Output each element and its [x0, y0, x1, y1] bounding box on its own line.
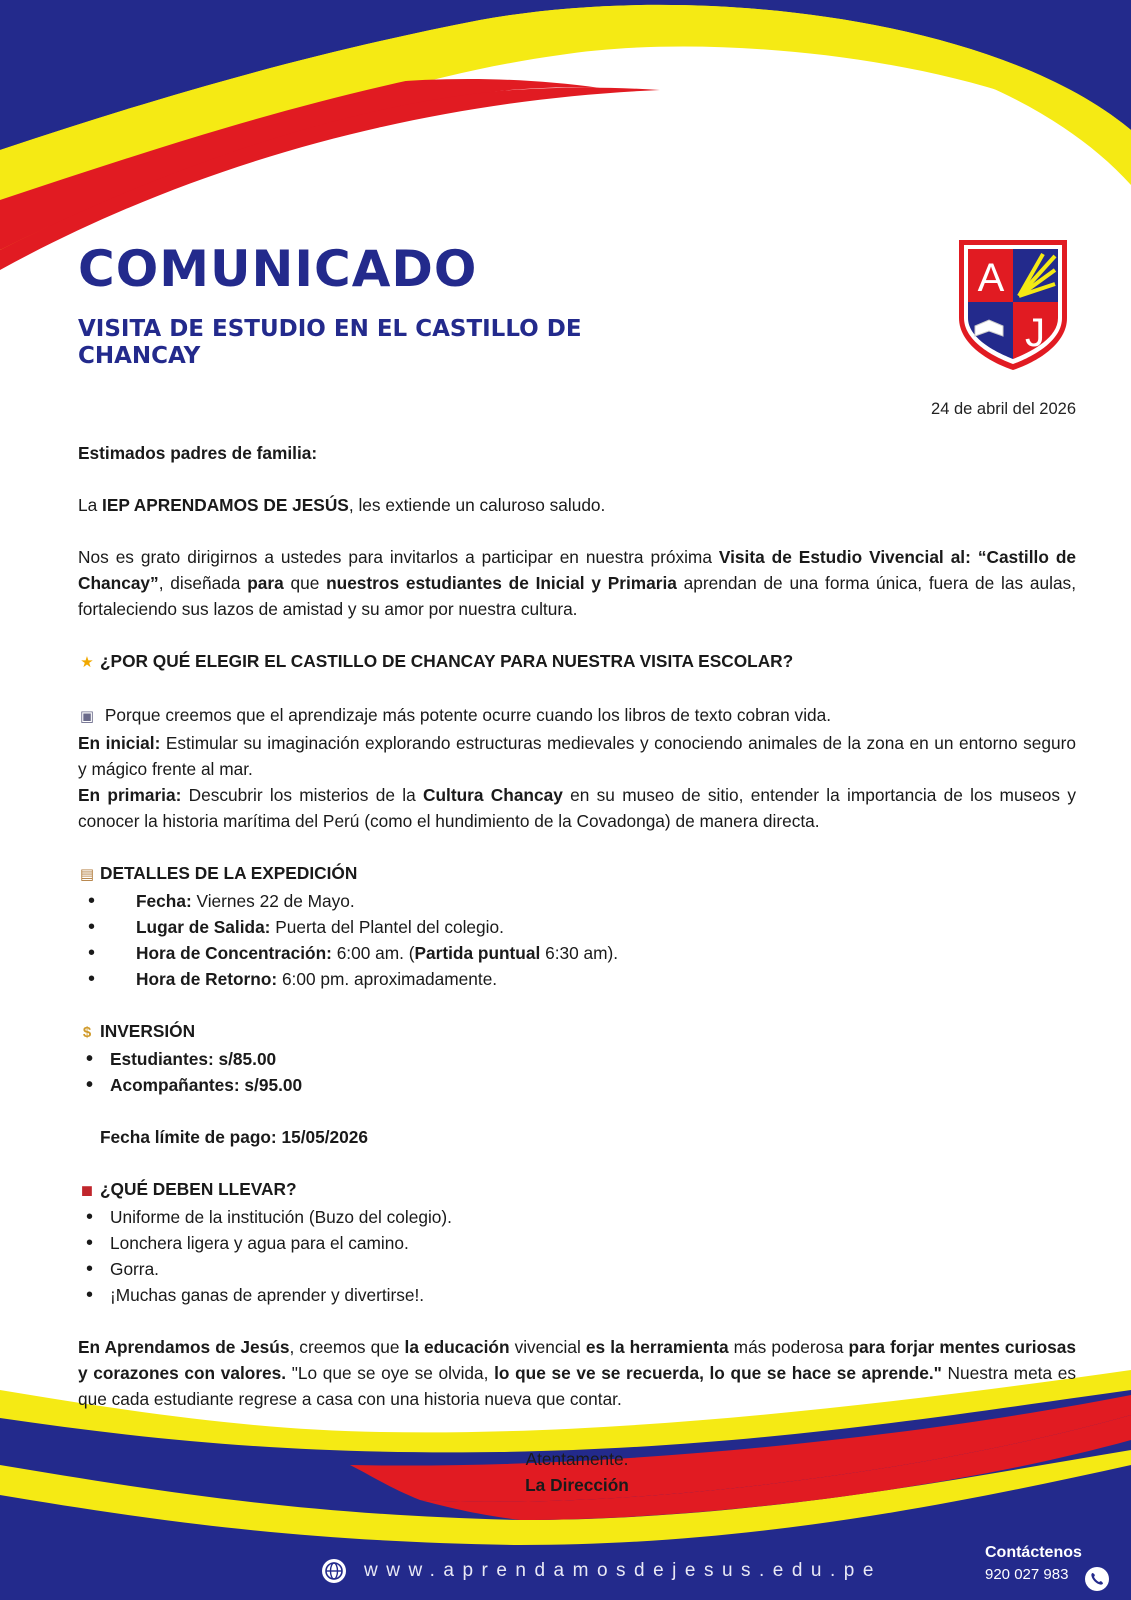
why-intro [78, 702, 1076, 730]
money-bag-icon: $ [82, 1024, 92, 1041]
invite-text: que [283, 573, 327, 593]
detail-highlight: Partida puntual [414, 943, 541, 963]
bring-heading-text: ¿QUÉ DEBEN LLEVAR? [100, 1179, 297, 1199]
detail-value: 6:30 am). [540, 943, 619, 963]
intro-paragraph [78, 492, 1076, 518]
details-heading [78, 860, 1076, 888]
closing-highlight: lo que se ve se recuerda, lo que se hace se aprende." [494, 1363, 942, 1383]
letter-body [78, 440, 1076, 1498]
list-item: • ¡Muchas ganas de aprender y divertirse!. [78, 1282, 1076, 1308]
primaria-text: Descubrir los misterios de la [181, 785, 423, 805]
detail-value: 6:00 am. ( [331, 943, 415, 963]
bring-heading [78, 1176, 1076, 1204]
invite-highlight: Visita de Estudio Vivencial al: “Castillo de Chancay” [78, 547, 1077, 593]
invite-highlight: nuestros estudiantes de Inicial y Primaria [326, 573, 677, 593]
list-item: • Lonchera ligera y agua para el camino. [78, 1230, 1076, 1256]
list-item [78, 888, 1076, 914]
bring-list [78, 1204, 1076, 1308]
closing-text: , creemos que [289, 1337, 405, 1357]
invite-text: , diseñada [158, 573, 248, 593]
why-heading [78, 648, 1076, 676]
closing-paragraph [78, 1334, 1076, 1412]
top-wave-decoration [0, 0, 1131, 270]
website-text: www.aprendamosdejesus.edu.pe [364, 1560, 882, 1581]
details-list [78, 888, 1076, 992]
closing-highlight: es la herramienta [585, 1337, 729, 1357]
list-item: • Uniforme de la institución (Buzo del colegio). [78, 1204, 1076, 1230]
why-inicial [78, 730, 1076, 782]
closing-text: más poderosa [728, 1337, 849, 1357]
detail-label: Fecha: [136, 891, 192, 911]
globe-icon [322, 1559, 346, 1583]
why-heading-text: ¿POR QUÉ ELEGIR EL CASTILLO DE CHANCAY PARA NUESTRA VISITA ESCOLAR? [100, 651, 794, 671]
contact-phone[interactable]: 920 027 983 [985, 1566, 1069, 1583]
contact-label: Contáctenos [985, 1544, 1082, 1561]
signature-line: Atentamente. [525, 1449, 629, 1469]
list-item: • Acompañantes: s/95.00 [78, 1072, 1076, 1098]
star-icon: ★ [80, 654, 94, 671]
invite-text: Nos es grato dirigirnos a ustedes para invitarlos a participar en nuestra próxima [78, 547, 719, 567]
inicial-text: Estimular su imaginación explorando estructuras medievales y conociendo animales de la zona en un entorno seguro y mágico frente al mar. [78, 733, 1076, 779]
detail-label: Hora de Concentración: [136, 943, 332, 963]
intro-text: La [78, 495, 103, 515]
primaria-label: En primaria: [78, 785, 182, 805]
investment-heading [78, 1018, 1076, 1046]
school-name: IEP APRENDAMOS DE JESÚS [102, 495, 349, 515]
closing-highlight: En Aprendamos de Jesús [78, 1337, 290, 1357]
detail-value: 6:00 pm. aproximadamente. [277, 969, 498, 989]
crest-letter-j: J [1025, 311, 1045, 355]
invite-paragraph [78, 544, 1076, 622]
greeting: Estimados padres de familia: [78, 443, 318, 463]
list-item: • Gorra. [78, 1256, 1076, 1282]
website-link[interactable] [322, 1556, 882, 1586]
closing-text: vivencial [509, 1337, 586, 1357]
investment-heading-text: INVERSIÓN [100, 1021, 196, 1041]
detail-label: Lugar de Salida: [136, 917, 271, 937]
crest-letter-a: A [977, 256, 1005, 300]
backpack-icon: ◼ [80, 1182, 94, 1199]
detail-value: Puerta del Plantel del colegio. [270, 917, 504, 937]
closing-highlight: la educación [404, 1337, 510, 1357]
school-crest-logo [955, 236, 1071, 374]
castle-icon: ▣ [79, 708, 95, 725]
invite-highlight: para [247, 573, 284, 593]
page-title: COMUNICADO [78, 240, 478, 298]
list-item [78, 914, 1076, 940]
list-item: • Estudiantes: s/85.00 [78, 1046, 1076, 1072]
closing-highlight: para forjar mentes curiosas y corazones con valores. [78, 1337, 1076, 1383]
primaria-text-end: en su museo de sitio, entender la importancia de los museos y conocer la historia marítima del Perú (como el hundimiento de la Covadonga) de manera directa. [78, 785, 1076, 831]
why-primaria [78, 782, 1076, 834]
clipboard-icon: ▤ [79, 866, 95, 883]
list-item [78, 940, 1076, 966]
primaria-highlight: Cultura Chancay [423, 785, 563, 805]
signature-name: La Dirección [525, 1475, 629, 1495]
payment-deadline: Fecha límite de pago: 15/05/2026 [100, 1127, 368, 1147]
intro-text-end: , les extiende un caluroso saludo. [348, 495, 606, 515]
page-subtitle: VISITA DE ESTUDIO EN EL CASTILLO DE CHANCAY [78, 316, 582, 369]
list-item [78, 966, 1076, 992]
why-intro-text: Porque creemos que el aprendizaje más potente ocurre cuando los libros de texto cobran vida. [104, 705, 832, 725]
inicial-label: En inicial: [78, 733, 161, 753]
document-date: 24 de abril del 2026 [931, 400, 1076, 418]
detail-value: Viernes 22 de Mayo. [191, 891, 355, 911]
invite-text: aprendan de una forma única, fuera de las aulas, fortaleciendo sus lazos de amistad y su amor por nuestra cultura. [78, 573, 1076, 619]
closing-text: Nuestra meta es que cada estudiante regrese a casa con una historia nueva que contar. [78, 1363, 1076, 1409]
investment-list [78, 1046, 1076, 1098]
details-heading-text: DETALLES DE LA EXPEDICIÓN [100, 863, 358, 883]
phone-icon[interactable] [1085, 1567, 1109, 1591]
closing-text: "Lo que se oye se olvida, [286, 1363, 495, 1383]
detail-label: Hora de Retorno: [136, 969, 278, 989]
